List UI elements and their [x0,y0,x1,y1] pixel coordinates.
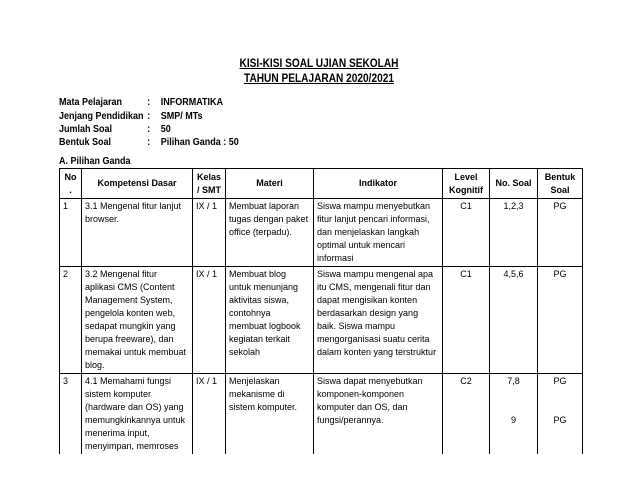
cell-indikator: Siswa mampu mengenal apa itu CMS, mengenali fitur dan dapat mengisikan konten berdasarkan design yang baik. Siswa mampu mengorganisasi suatu cerita dalam konten yang terstruktur [314,267,443,374]
cell-no: 2 [60,267,82,374]
cell-materi: Menjelaskan mekanisme di sistem komputer. [226,374,314,455]
cell-kelas: IX / 1 [193,199,226,267]
cell-kompetensi: 3.2 Mengenal fitur aplikasi CMS (Content Management System, pengelola konten web, sedapat mungkin yang berupa freeware), dan memakai untuk membuat blog. [82,267,193,374]
bentuk-value: PG [553,376,567,386]
cell-kelas: IX / 1 [193,374,226,455]
meta-label: Bentuk Soal [59,137,112,148]
meta-value: 50 [160,124,171,135]
table-header-row [60,169,583,199]
cell-materi: Membuat blog untuk menunjang aktivitas siswa, contohnya membuat logbook kegiatan terkait sekolah [226,267,314,374]
section-heading: A. Pilihan Ganda [59,156,131,167]
cell-kelas: IX / 1 [193,267,226,374]
cell-level: C2 [443,374,490,455]
cell-indikator: Siswa mampu menyebutkan fitur lanjut pencari informasi, dan menjelaskan langkah optimal untuk mencari informasi [314,199,443,267]
header-no: No . [60,169,82,199]
cell-level: C1 [443,267,490,374]
cell-no: 3 [60,374,82,455]
header-materi: Materi [226,169,314,199]
no-soal-value: 9 [510,415,516,425]
cell-no-soal: 4,5,6 [490,267,538,374]
cell-bentuk: PG [538,267,583,374]
kisi-kisi-table [59,168,583,454]
cell-kompetensi: 4.1 Memahami fungsi sistem komputer (hardware dan OS) yang memungkinkannya untuk menerima input, menyimpan, memroses [82,374,193,455]
meta-separator: : [147,97,151,108]
cell-no: 1 [60,199,82,267]
meta-separator: : [147,137,151,148]
meta-label: Jumlah Soal [59,124,113,135]
no-soal-value: 7,8 [507,376,520,386]
header-bentuk: Bentuk Soal [538,169,583,199]
header-level: Level Kognitif [443,169,490,199]
bentuk-value: PG [553,415,567,425]
header-no-soal: No. Soal [490,169,538,199]
cell-no-soal [490,374,538,455]
meta-label: Mata Pelajaran [59,97,123,108]
document-title: KISI-KISI SOAL UJIAN SEKOLAH [239,58,399,70]
table-row [60,267,583,374]
meta-value: INFORMATIKA [160,97,224,108]
cell-bentuk: PG [538,199,583,267]
cell-level: C1 [443,199,490,267]
header-indikator: Indikator [314,169,443,199]
header-kelas: Kelas / SMT [193,169,226,199]
meta-separator: : [147,111,151,122]
cell-no-soal: 1,2,3 [490,199,538,267]
cell-kompetensi: 3.1 Mengenal fitur lanjut browser. [82,199,193,267]
meta-value: Pilihan Ganda : 50 [160,137,239,148]
meta-separator: : [147,124,151,135]
cell-materi: Membuat laporan tugas dengan paket office (terpadu). [226,199,314,267]
meta-label: Jenjang Pendidikan [59,111,144,122]
cell-bentuk [538,374,583,455]
header-kompetensi: Kompetensi Dasar [82,169,193,199]
table-row [60,199,583,267]
document-subtitle: TAHUN PELAJARAN 2020/2021 [244,73,394,85]
meta-value: SMP/ MTs [160,111,203,122]
cell-indikator: Siswa dapat menyebutkan komponen-komponen komputer dan OS, dan fungsi/perannya. [314,374,443,455]
table-row [60,374,583,455]
